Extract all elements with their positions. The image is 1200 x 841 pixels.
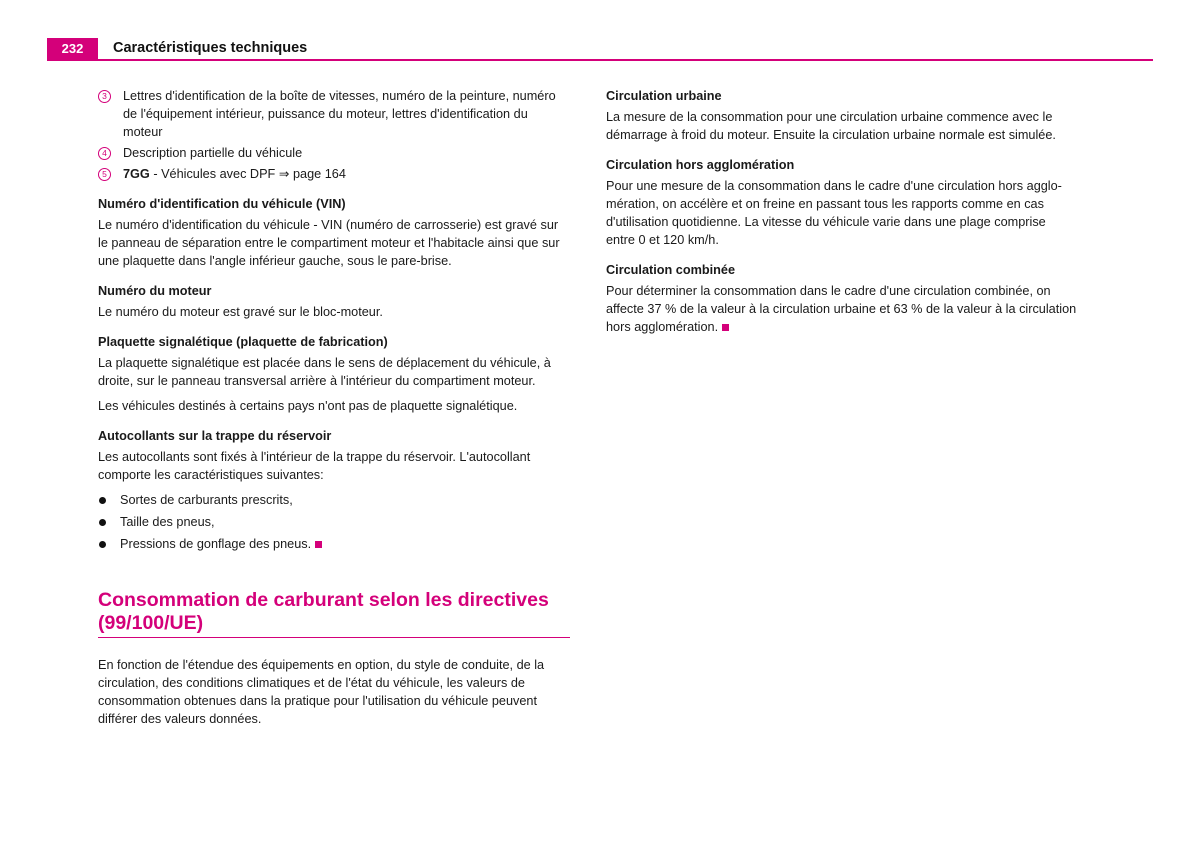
end-square-icon xyxy=(722,324,729,331)
combined-text: Pour déterminer la consommation dans le cadre d'une circulation combinée, on affecte 37 % de la valeur à la circulation urbaine et 63 % de la valeur à la circulation hors agglomération. xyxy=(606,284,1077,334)
list-item xyxy=(98,535,570,553)
bullet-icon xyxy=(99,541,106,548)
numbered-item-3 xyxy=(98,87,570,141)
stickers-text: Les autocollants sont fixés à l'intérieur de la trappe du réservoir. L'autocollant comporte les caractéristiques suivantes: xyxy=(98,450,531,482)
list-item-text: Pressions de gonflage des pneus. xyxy=(120,537,312,551)
numbered-item-5 xyxy=(98,165,570,183)
number-badge: 4 xyxy=(98,147,111,160)
page-header-title: Caractéristiques techniques xyxy=(113,40,308,56)
list-item-text: Sortes de carburants prescrits, xyxy=(120,493,293,507)
urban-text: La mesure de la consommation pour une circulation urbaine commence avec le démarrage à froid du moteur. Ensuite la circulation urbaine normale est simulée. xyxy=(606,110,1056,142)
engine-code: 7GG xyxy=(123,167,150,181)
plate-heading: Plaquette signalétique (plaquette de fabrication) xyxy=(98,335,388,349)
plate-note: Les véhicules destinés à certains pays n'ont pas de plaquette signalétique. xyxy=(98,399,518,413)
left-column xyxy=(98,87,570,735)
list-item xyxy=(98,491,570,509)
numbered-item-text: Lettres d'identification de la boîte de vitesses, numéro de la peinture, numéro de l'équipement intérieur, puissance du moteur, lettres d'identification du moteur xyxy=(123,89,556,139)
engine-number-heading: Numéro du moteur xyxy=(98,284,212,298)
numbered-item-4 xyxy=(98,144,570,162)
number-badge: 3 xyxy=(98,90,111,103)
page-number: 232 xyxy=(47,38,98,60)
stickers-heading: Autocollants sur la trappe du réservoir xyxy=(98,429,332,443)
bullet-icon xyxy=(99,519,106,526)
combined-heading: Circulation combinée xyxy=(606,263,736,277)
number-badge: 5 xyxy=(98,168,111,181)
header-rule xyxy=(47,59,1153,61)
numbered-item-text xyxy=(123,165,346,183)
end-square-icon xyxy=(315,541,322,548)
numbered-item-text: Description partielle du véhicule xyxy=(123,146,303,160)
extra-urban-text: Pour une mesure de la consommation dans le cadre d'une circulation hors agglo-mération, on accélère et on freine en passant tous les rapports comme en cas d'utilisation quotidienne. La vitesse du véhicule varie dans une plage comprise entre 0 et 120 km/h. xyxy=(606,179,1062,247)
combined-paragraph xyxy=(606,282,1078,336)
vin-text: Le numéro d'identification du véhicule - VIN (numéro de carrosserie) est gravé sur le panneau de séparation entre le compartiment moteur et l'habitacle ainsi que sur une plaquette dans l'angle inférieur gauche, sous le pare-brise. xyxy=(98,218,560,268)
extra-urban-heading: Circulation hors agglomération xyxy=(606,158,795,172)
vin-heading: Numéro d'identification du véhicule (VIN) xyxy=(98,197,346,211)
engine-number-text: Le numéro du moteur est gravé sur le bloc-moteur. xyxy=(98,305,383,319)
stickers-list xyxy=(98,491,570,553)
list-item xyxy=(98,513,570,531)
dpf-page-reference[interactable]: - Véhicules avec DPF ⇒ page 164 xyxy=(149,167,346,181)
section-title: Consommation de carburant selon les directives (99/100/UE) xyxy=(98,589,570,638)
bullet-icon xyxy=(99,497,106,504)
plate-text: La plaquette signalétique est placée dans le sens de déplacement du véhicule, à droite, sur le panneau transversal arrière à l'intérieur du compartiment moteur. xyxy=(98,356,551,388)
list-item-text: Taille des pneus, xyxy=(120,515,215,529)
section-text: En fonction de l'étendue des équipements en option, du style de conduite, de la circulation, des conditions climatiques et de l'état du véhicule, les valeurs de consommation obtenues dans la pratique pour l'utilisation du véhicule peuvent différer des valeurs données. xyxy=(98,658,545,726)
urban-heading: Circulation urbaine xyxy=(606,89,722,103)
right-column xyxy=(606,87,1078,343)
